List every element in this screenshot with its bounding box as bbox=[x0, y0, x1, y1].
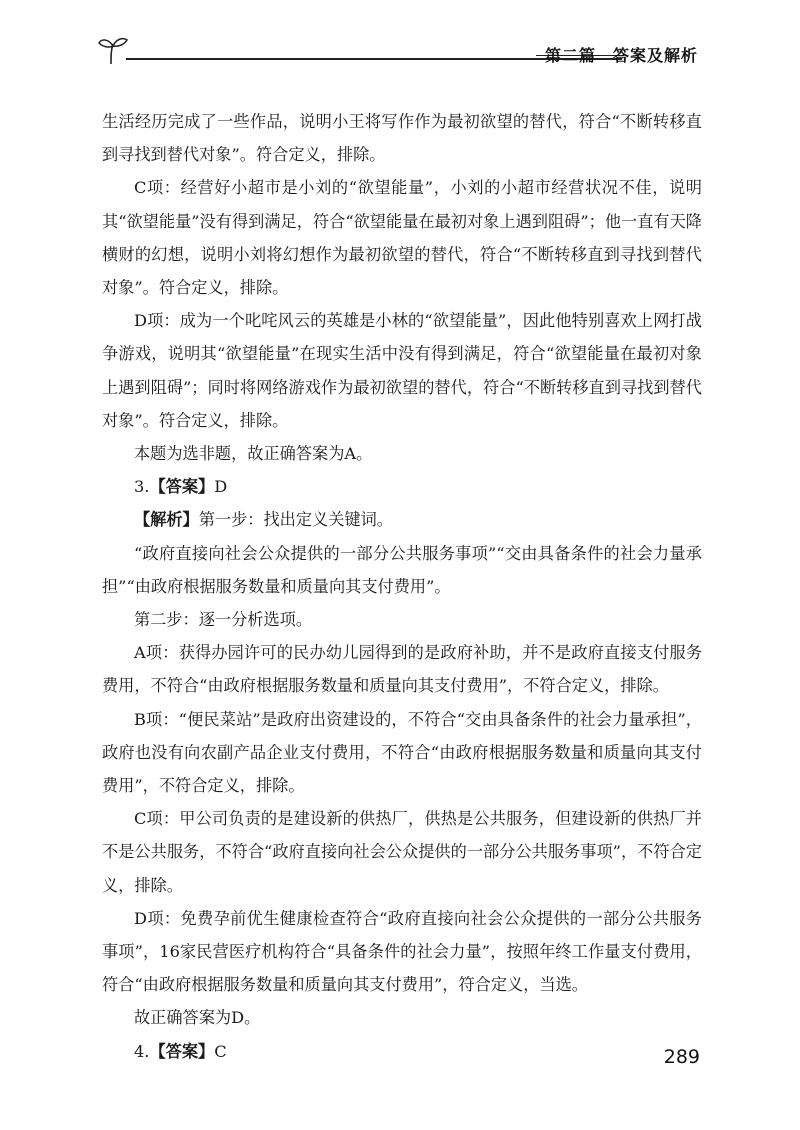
page-number: 289 bbox=[663, 1046, 700, 1068]
analysis-text: 第一步：找出定义关键词。 bbox=[198, 510, 393, 530]
paragraph: 第二步：逐一分析选项。 bbox=[134, 610, 313, 630]
answer-value: D bbox=[214, 477, 228, 497]
paragraph: C项：经营好小超市是小刘的“欲望能量”，小刘的小超市经营状况不佳，说明其“欲望能量”没有得到满足，符合“欲望能量在最初对象上遇到阻碍”；他一直有天降横财的幻想，说明小刘将幻想作为最初欲望的替代，符合“不断转移直到寻找到替代对象”。符合定义，排除。 bbox=[102, 178, 702, 298]
answer-line-3 bbox=[102, 470, 702, 503]
answer-content bbox=[102, 105, 702, 1068]
sprout-icon bbox=[96, 34, 130, 66]
page-header bbox=[96, 30, 700, 70]
paragraph: D项：成为一个叱咤风云的英雄是小林的“欲望能量”，因此他特别喜欢上网打战争游戏，说明其“欲望能量”在现实生活中没有得到满足，符合“欲望能量在最初对象上遇到阻碍”；同时将网络游戏作为最初欲望的替代，符合“不断转移直到寻找到替代对象”。符合定义，排除。 bbox=[102, 311, 702, 430]
analysis-line bbox=[102, 503, 702, 536]
answer-label: 【答案】 bbox=[149, 1041, 215, 1061]
question-number: 3. bbox=[134, 477, 150, 497]
answer-value: C bbox=[214, 1041, 227, 1061]
paragraph: “政府直接向社会公众提供的一部分公共服务事项”“交由具备条件的社会力量承担”“由政府根据服务数量和质量向其支付费用”。 bbox=[102, 543, 702, 596]
paragraph: B项：“便民菜站”是政府出资建设的，不符合“交由具备条件的社会力量承担”，政府也没有向农副产品企业支付费用，不符合“由政府根据服务数量和质量向其支付费用”，不符合定义，排除。 bbox=[102, 709, 702, 796]
paragraph: 本题为选非题，故正确答案为A。 bbox=[134, 444, 373, 464]
answer-label: 【答案】 bbox=[149, 477, 215, 497]
paragraph: D项：免费孕前优生健康检查符合“政府直接向社会公众提供的一部分公共服务事项”，16家民营医疗机构符合“具备条件的社会力量”，按照年终工作量支付费用，符合“由政府根据服务数量和质量向其支付费用”，符合定义，当选。 bbox=[102, 908, 702, 995]
header-title: 第二篇 答案及解析 bbox=[544, 46, 698, 65]
paragraph: C项：甲公司负责的是建设新的供热厂，供热是公共服务，但建设新的供热厂并不是公共服务，不符合“政府直接向社会公众提供的一部分公共服务事项”，不符合定义，排除。 bbox=[102, 809, 702, 895]
paragraph: A项：获得办园许可的民办幼儿园得到的是政府补助，并不是政府直接支付服务费用，不符合“由政府根据服务数量和质量向其支付费用”，不符合定义，排除。 bbox=[102, 643, 702, 696]
analysis-label: 【解析】 bbox=[134, 510, 199, 530]
question-number: 4. bbox=[134, 1041, 150, 1061]
paragraph: 生活经历完成了一些作品，说明小王将写作作为最初欲望的替代，符合“不断转移直到寻找到替代对象”。符合定义，排除。 bbox=[102, 112, 702, 165]
paragraph: 故正确答案为D。 bbox=[134, 1008, 261, 1028]
answer-line-4 bbox=[102, 1035, 702, 1068]
